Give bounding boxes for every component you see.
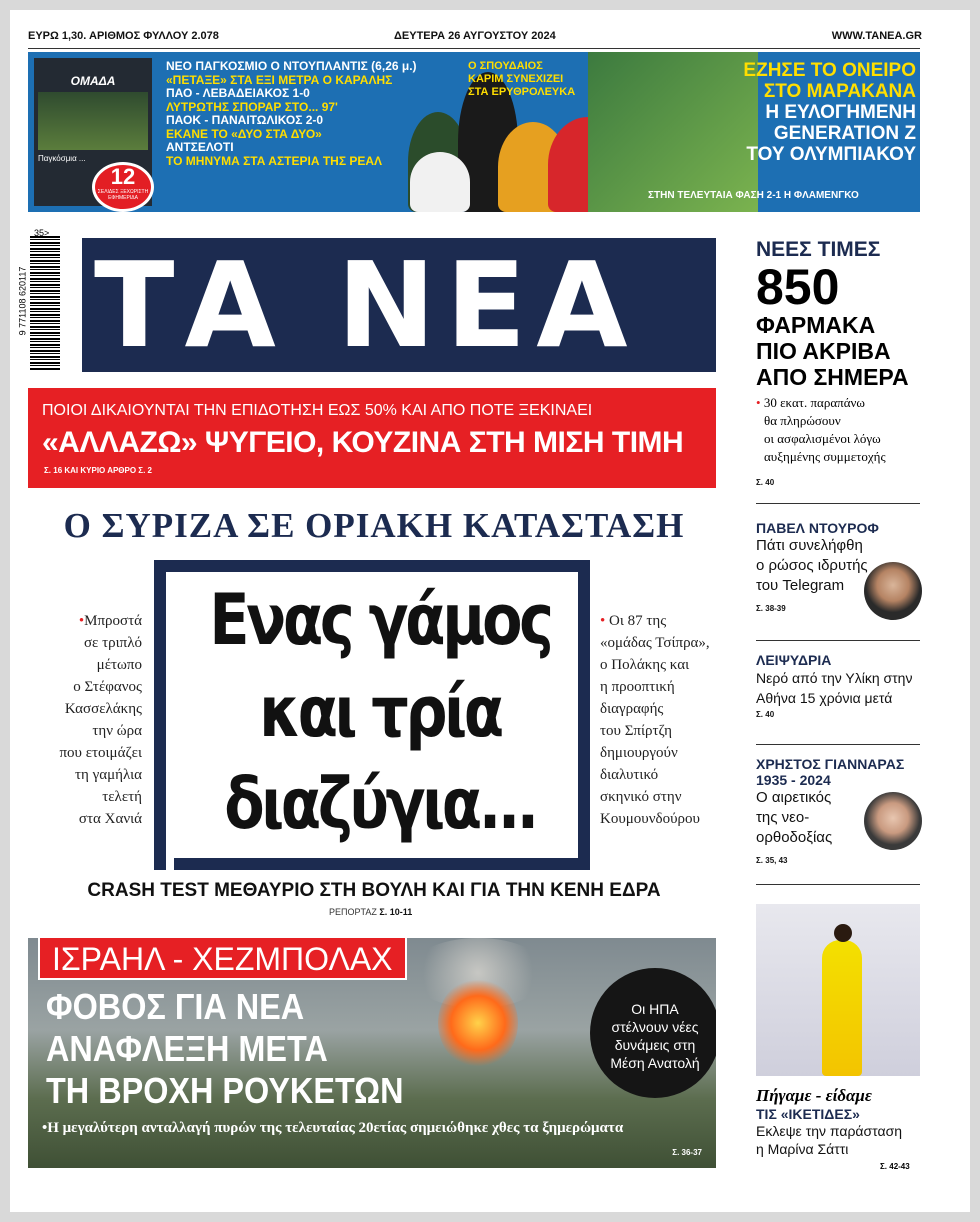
main-headline-line: διαζύγια...: [224, 763, 536, 845]
badge-number: 12: [110, 164, 136, 189]
drug-count: 850: [756, 259, 840, 315]
story-label: ΧΡΗΣΤΟΣ ΓΙΑΝΝΑΡΑΣ: [756, 756, 905, 772]
karim-line: ΚΑΡΙΜ ΣΥΝΕΧΙΖΕΙ: [468, 73, 564, 85]
callout-line: δυνάμεις στη: [614, 1037, 696, 1053]
body-line: οι ασφαλισμένοι λόγω: [764, 431, 881, 446]
story-headline-line: ΑΠΟ ΣΗΜΕΡΑ: [756, 364, 909, 390]
issue-info-bar: [28, 26, 922, 46]
sports-headline: ΛΥΤΡΩΤΗΣ ΣΠΟΡΑΡ ΣΤΟ... 97': [166, 99, 338, 114]
left-line: ο Στέφανος: [73, 679, 142, 695]
story-line: Εκλεψε την παράσταση: [756, 1123, 903, 1139]
main-story-subhead: CRASH TEST ΜΕΘΑΥΡΙΟ ΣΤΗ ΒΟΥΛΗ ΚΑΙ ΓΙΑ ΤΗΝ ΚΕΝΗ ΕΔΡΑ: [87, 880, 661, 901]
badge-text: ΣΕΛΙΔΕΣ ΞΕΧΩΡΙΣΤΗ ΕΦΗΜΕΡΙΔΑ: [97, 189, 149, 201]
left-line: τη γαμήλια: [75, 767, 142, 783]
website-link[interactable]: WWW.TANEA.GR: [831, 30, 922, 42]
story-label: ΠΑΒΕΛ ΝΤΟΥΡΟΦ: [756, 520, 879, 536]
usa-forces-callout: [590, 968, 716, 1098]
story-line: Αθήνα 15 χρόνια μετά: [756, 690, 893, 706]
page-reference: Σ. 35, 43: [756, 856, 788, 865]
bullet-icon: •: [600, 613, 606, 629]
sports-headlines: [166, 59, 417, 168]
olympiacos-line: ΕΖΗΣΕ ΤΟ ΟΝΕΙΡΟ: [743, 60, 916, 81]
story-line: Πάτι συνελήφθη: [756, 537, 863, 554]
story-line: Νερό από την Υλίκη στην: [756, 670, 913, 686]
right-line: ο Πολάκης και: [600, 657, 690, 673]
right-line: διαλυτικό: [600, 767, 659, 783]
appliance-subsidy-story[interactable]: [28, 388, 716, 488]
giannaras-avatar: [864, 792, 922, 850]
right-line: διαγραφής: [600, 701, 664, 717]
body-line: 30 εκατ. παραπάνω: [763, 395, 865, 410]
story-label: ΝΕΕΣ ΤΙΜΕΣ: [756, 238, 881, 261]
karim-line: Ο ΣΠΟΥΔΑΙΟΣ: [468, 60, 543, 72]
karim-story: [468, 60, 575, 99]
bullet-icon: •: [78, 613, 85, 629]
performer-figure: [822, 940, 862, 1076]
main-headline-box: [174, 572, 582, 870]
left-line: στα Χανιά: [78, 811, 142, 827]
reference-label: ΡΕΠΟΡΤΑΖ: [329, 907, 377, 917]
story-years: 1935 - 2024: [756, 772, 831, 788]
story-tag: ΙΣΡΑΗΛ - ΧΕΖΜΠΟΛΑΧ: [38, 938, 407, 980]
olympiacos-line: GENERATION Z: [773, 123, 916, 144]
theatre-story[interactable]: [756, 1086, 920, 1158]
story-kicker: ΠΟΙΟΙ ΔΙΚΑΙΟΥΝΤΑΙ ΤΗΝ ΕΠΙΔΟΤΗΣΗ ΕΩΣ 50% ΚΑΙ ΑΠΟ ΠΟΤΕ ΞΕΚΙΝΑΕΙ: [42, 402, 593, 419]
player-figure: [410, 152, 470, 212]
sports-headline: ΕΚΑΝΕ ΤΟ «ΔΥΟ ΣΤΑ ΔΥΟ»: [166, 126, 322, 141]
barcode-bars: [30, 236, 60, 370]
story-line: της νεο-: [756, 809, 810, 826]
newspaper-logo: ΤΑ ΝΕΑ: [94, 236, 638, 374]
headline-line: ΤΗ ΒΡΟΧΗ ΡΟΥΚΕΤΩΝ: [46, 1070, 404, 1111]
right-line: Κουμουνδούρου: [600, 811, 700, 827]
olympiacos-caption: ΣΤΗΝ ΤΕΛΕΥΤΑΙΑ ΦΑΣΗ 2-1 Η ΦΛΑΜΕΝΓΚΟ: [648, 190, 859, 201]
left-line: Κασσελάκης: [64, 701, 142, 717]
main-story-left-column: [30, 610, 142, 830]
headline-line: ΦΟΒΟΣ ΓΙΑ ΝΕΑ: [46, 986, 305, 1027]
right-line: του Σπίρτζη: [600, 723, 673, 739]
issue-date: ΔΕΥΤΕΡΑ 26 ΑΥΓΟΥΣΤΟΥ 2024: [394, 30, 556, 42]
magazine-photo: [38, 92, 148, 150]
magazine-subtitle: Παγκόσμια ...: [38, 154, 86, 163]
pages-badge: [92, 162, 154, 212]
olympiacos-line: Η ΕΥΛΟΓΗΜΕΝΗ: [765, 102, 916, 123]
page-reference: Σ. 42-43: [880, 1162, 910, 1171]
story-headline: [46, 986, 446, 1112]
performer-head: [834, 924, 852, 942]
israel-hezbollah-story[interactable]: [28, 938, 716, 1168]
left-line: την ώρα: [92, 723, 142, 739]
main-headline-frame[interactable]: [154, 560, 590, 870]
main-headline: [207, 574, 553, 850]
story-headline-line: ΠΙΟ ΑΚΡΙΒΑ: [756, 338, 891, 364]
magazine-title: ΟΜΑΔΑ: [70, 74, 116, 88]
page-reference: Σ. 40: [756, 710, 775, 719]
sports-band[interactable]: [28, 52, 920, 212]
right-line: «ομάδας Τσίπρα»,: [600, 635, 710, 651]
theatre-photo: [756, 904, 920, 1076]
bullet-text: Η μεγαλύτερη ανταλλαγή πυρών της τελευταίας 20ετίας σημειώθηκε χθες τα ξημερώματα: [47, 1120, 624, 1136]
sports-headline: ΠΑΟ - ΛΕΒΑΔΕΙΑΚΟΣ 1-0: [166, 86, 310, 100]
story-headline: «ΑΛΛΑΖΩ» ΨΥΓΕΙΟ, ΚΟΥΖΙΝΑ ΣΤΗ ΜΙΣΗ ΤΙΜΗ: [42, 426, 684, 459]
right-line: Οι 87 της: [609, 613, 667, 629]
main-headline-line: και τρία: [259, 671, 501, 753]
match-action-photo: [588, 52, 758, 212]
story-line: Ο αιρετικός: [756, 789, 832, 806]
story-line: η Μαρίνα Σάττι: [756, 1141, 849, 1157]
page-reference: Σ. 16 ΚΑΙ ΚΥΡΙΟ ΑΡΘΡΟ Σ. 2: [44, 466, 152, 475]
callout-line: Οι ΗΠΑ: [631, 1001, 679, 1017]
right-line: δημιουργούν: [600, 745, 678, 761]
callout-line: Μέση Ανατολή: [610, 1055, 700, 1071]
medicine-prices-story[interactable]: [756, 238, 920, 487]
right-line: σκηνικό στην: [600, 789, 682, 805]
body-line: θα πληρώσουν: [764, 413, 841, 428]
sports-headline: ΑΝΤΣΕΛΟΤΙ: [166, 140, 234, 154]
left-line: που ετοιμάζει: [59, 745, 142, 761]
story-line: ο ρώσος ιδρυτής: [756, 557, 868, 574]
left-line: σε τριπλό: [83, 635, 142, 651]
bullet-icon: •: [756, 395, 761, 410]
story-label: ΛΕΙΨΥΔΡΙΑ: [756, 652, 832, 668]
left-line: τελετή: [102, 789, 142, 805]
column-divider: [756, 744, 920, 745]
callout-line: στέλνουν νέες: [611, 1019, 699, 1035]
explosion-fireball: [438, 978, 518, 1068]
olympiacos-line: ΤΟΥ ΟΛΥΜΠΙΑΚΟΥ: [746, 144, 916, 165]
column-divider: [756, 640, 920, 641]
story-headline-line: ΦΑΡΜΑΚΑ: [756, 312, 876, 338]
sports-headline: «ΠΕΤΑΞΕ» ΣΤΑ ΕΞΙ ΜΕΤΡΑ Ο ΚΑΡΑΛΗΣ: [166, 72, 393, 87]
story-bullet: •Η μεγαλύτερη ανταλλαγή πυρών της τελευταίας 20ετίας σημειώθηκε χθες τα ξημερώματα: [42, 1120, 624, 1136]
main-headline-line: Ενας γάμος: [209, 579, 551, 661]
story-line: του Telegram: [756, 577, 845, 594]
olympiacos-story: [740, 60, 916, 165]
main-story-reference: [329, 907, 412, 917]
barcode-number: 9 771108 620117: [17, 266, 28, 336]
column-divider: [756, 503, 920, 504]
sports-headline: ΠΑΟΚ - ΠΑΝΑΙΤΩΛΙΚΟΣ 2-0: [166, 113, 324, 127]
story-line: ορθοδοξίας: [756, 829, 833, 846]
top-rule: [28, 48, 920, 49]
column-divider: [756, 884, 920, 885]
story-title: Πήγαμε - είδαμε: [756, 1086, 872, 1105]
headline-line: ΑΝΑΦΛΕΞΗ ΜΕΤΑ: [46, 1028, 328, 1069]
left-line: μέτωπο: [96, 657, 142, 673]
masthead[interactable]: [82, 238, 716, 372]
story-label: ΤΙΣ «ΙΚΕΤΙΔΕΣ»: [756, 1106, 860, 1122]
barcode-issue: 35>: [34, 228, 50, 238]
drought-story[interactable]: [756, 652, 920, 719]
page-reference: Σ. 36-37: [672, 1148, 702, 1157]
right-line: η προοπτική: [600, 679, 675, 695]
price-issue: ΕΥΡΩ 1,30. ΑΡΙΘΜΟΣ ΦΥΛΛΟΥ 2.078: [28, 30, 219, 42]
left-line: Μπροστά: [84, 613, 142, 629]
barcode: [17, 236, 60, 370]
page-reference: Σ. 40: [756, 478, 775, 487]
durov-avatar: [864, 562, 922, 620]
page-reference: Σ. 38-39: [756, 604, 786, 613]
sports-headline: ΤΟ ΜΗΝΥΜΑ ΣΤΑ ΑΣΤΕΡΙΑ ΤΗΣ ΡΕΑΛ: [166, 153, 383, 168]
reference-pages: Σ. 10-11: [379, 907, 413, 917]
main-story-right-column: [600, 610, 724, 830]
body-line: αυξημένης συμμετοχής: [764, 449, 886, 464]
karim-line: ΣΤΑ ΕΡΥΘΡΟΛΕΥΚΑ: [468, 86, 576, 98]
sports-headline: ΝΕΟ ΠΑΓΚΟΣΜΙΟ Ο ΝΤΟΥΠΛΑΝΤΙΣ (6,26 μ.): [166, 59, 417, 73]
main-story-kicker: Ο ΣΥΡΙΖΑ ΣΕ ΟΡΙΑΚΗ ΚΑΤΑΣΤΑΣΗ: [63, 506, 685, 545]
olympiacos-line: ΣΤΟ ΜΑΡΑΚΑΝΑ: [763, 81, 916, 102]
